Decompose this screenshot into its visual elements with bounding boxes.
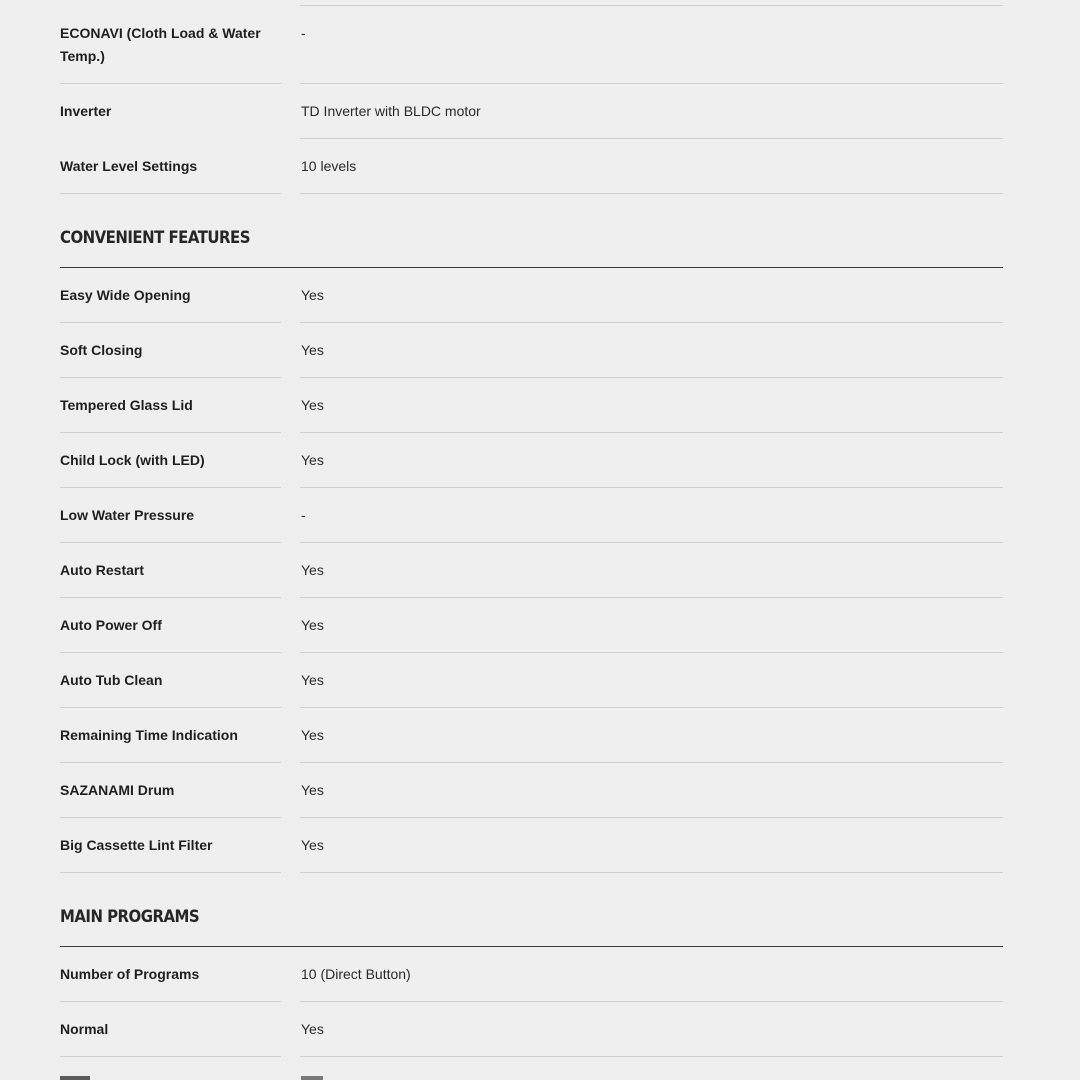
spec-label: Low Water Pressure	[60, 507, 195, 523]
row-divider	[300, 762, 1003, 763]
row-divider	[60, 597, 281, 598]
spec-label: Water Level Settings	[60, 158, 198, 174]
row-divider	[300, 487, 1003, 488]
row-divider	[60, 1056, 281, 1057]
spec-label: Auto Tub Clean	[60, 672, 163, 688]
section-title-convenient-features: CONVENIENT FEATURES	[60, 228, 250, 248]
spec-label: Auto Restart	[60, 562, 145, 578]
row-divider	[60, 83, 281, 84]
row-divider	[300, 1001, 1003, 1002]
spec-value: Yes	[301, 342, 324, 358]
spec-value: Yes	[301, 397, 324, 413]
spec-value: TD Inverter with BLDC motor	[301, 103, 481, 119]
spec-label: Tempered Glass Lid	[60, 397, 193, 413]
row-divider	[60, 193, 281, 194]
spec-value: Yes	[301, 782, 324, 798]
row-divider	[60, 377, 281, 378]
row-divider	[60, 322, 281, 323]
row-divider	[300, 817, 1003, 818]
row-divider	[60, 432, 281, 433]
spec-label: Normal	[60, 1021, 109, 1037]
spec-value: Yes	[301, 672, 324, 688]
row-divider	[60, 652, 281, 653]
spec-label: Remaining Time Indication	[60, 727, 238, 743]
spec-label: Inverter	[60, 103, 112, 119]
spec-label: Easy Wide Opening	[60, 287, 191, 303]
row-divider	[300, 5, 1003, 6]
section-rule	[60, 946, 1003, 947]
spec-value: 10 levels	[301, 158, 357, 174]
spec-label: Number of Programs	[60, 966, 200, 982]
row-divider	[60, 817, 281, 818]
spec-label: Big Cassette Lint Filter	[60, 837, 213, 853]
spec-value: Yes	[301, 452, 324, 468]
spec-value: Yes	[301, 617, 324, 633]
row-divider	[60, 762, 281, 763]
row-divider	[300, 193, 1003, 194]
section-title-main-programs: MAIN PROGRAMS	[60, 907, 200, 927]
row-divider	[60, 487, 281, 488]
spec-value: -	[301, 507, 306, 523]
clipped-label-fragment	[60, 1076, 90, 1080]
row-divider	[60, 707, 281, 708]
spec-value: Yes	[301, 1021, 324, 1037]
row-divider	[300, 597, 1003, 598]
clipped-value-fragment	[301, 1076, 323, 1080]
row-divider	[300, 138, 1003, 139]
row-divider	[300, 322, 1003, 323]
row-divider	[60, 542, 281, 543]
row-divider	[300, 1056, 1003, 1057]
spec-value: -	[301, 25, 306, 41]
spec-label: Child Lock (with LED)	[60, 452, 205, 468]
spec-value: Yes	[301, 562, 324, 578]
section-rule	[60, 267, 1003, 268]
spec-value: Yes	[301, 727, 324, 743]
spec-value: Yes	[301, 287, 324, 303]
row-divider	[300, 83, 1003, 84]
row-divider	[300, 872, 1003, 873]
spec-value: 10 (Direct Button)	[301, 966, 411, 982]
row-divider	[60, 872, 281, 873]
spec-label: Soft Closing	[60, 342, 143, 358]
row-divider	[300, 542, 1003, 543]
row-divider	[300, 432, 1003, 433]
row-divider	[60, 1001, 281, 1002]
spec-label: Auto Power Off	[60, 617, 162, 633]
row-divider	[300, 377, 1003, 378]
row-divider	[300, 652, 1003, 653]
spec-label: ECONAVI (Cloth Load & Water Temp.)	[60, 25, 261, 64]
spec-value: Yes	[301, 837, 324, 853]
row-divider	[300, 707, 1003, 708]
spec-label: SAZANAMI Drum	[60, 782, 175, 798]
